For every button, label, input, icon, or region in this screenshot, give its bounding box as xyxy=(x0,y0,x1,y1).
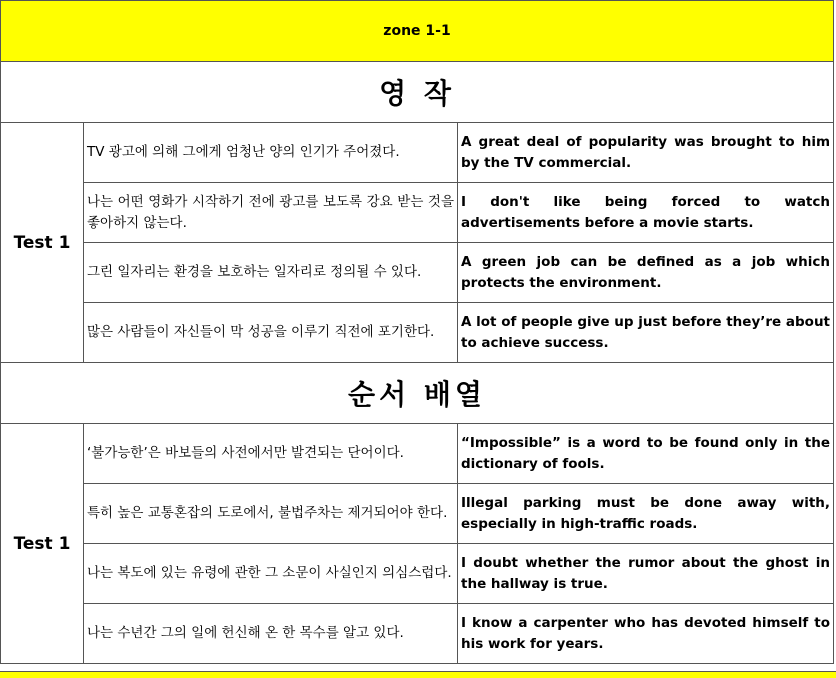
section-title-ordering: 순서 배열 xyxy=(1,363,834,424)
korean-sentence: 특히 높은 교통혼잡의 도로에서, 불법주차는 제거되어야 한다. xyxy=(84,484,458,544)
korean-sentence: 그린 일자리는 환경을 보호하는 일자리로 정의될 수 있다. xyxy=(84,243,458,303)
english-sentence: A green job can be defined as a job which protects the environment. xyxy=(458,243,834,303)
test-label: Test 1 xyxy=(1,424,84,664)
english-sentence: I don't like being forced to watch advertisements before a movie starts. xyxy=(458,183,834,243)
korean-sentence: 많은 사람들이 자신들이 막 성공을 이루기 직전에 포기한다. xyxy=(84,303,458,363)
section-title-composition: 영 작 xyxy=(1,62,834,123)
english-sentence: A great deal of popularity was brought to him by the TV commercial. xyxy=(458,123,834,183)
korean-sentence: 나는 복도에 있는 유령에 관한 그 소문이 사실인지 의심스럽다. xyxy=(84,544,458,604)
korean-sentence: 나는 수년간 그의 일에 헌신해 온 한 목수를 알고 있다. xyxy=(84,604,458,664)
korean-sentence: TV 광고에 의해 그에게 엄청난 양의 인기가 주어졌다. xyxy=(84,123,458,183)
zone-title: zone 1-1 xyxy=(1,1,834,62)
english-sentence: Illegal parking must be done away with, especially in high-traffic roads. xyxy=(458,484,834,544)
english-sentence: “Impossible” is a word to be found only in the dictionary of fools. xyxy=(458,424,834,484)
korean-sentence: 나는 어떤 영화가 시작하기 전에 광고를 보도록 강요 받는 것을 좋아하지 않는다. xyxy=(84,183,458,243)
test-label: Test 1 xyxy=(1,123,84,363)
english-sentence: A lot of people give up just before they’re about to achieve success. xyxy=(458,303,834,363)
english-sentence: I doubt whether the rumor about the ghost in the hallway is true. xyxy=(458,544,834,604)
english-sentence: I know a carpenter who has devoted himself to his work for years. xyxy=(458,604,834,664)
korean-sentence: ‘불가능한’은 바보들의 사전에서만 발견되는 단어이다. xyxy=(84,424,458,484)
